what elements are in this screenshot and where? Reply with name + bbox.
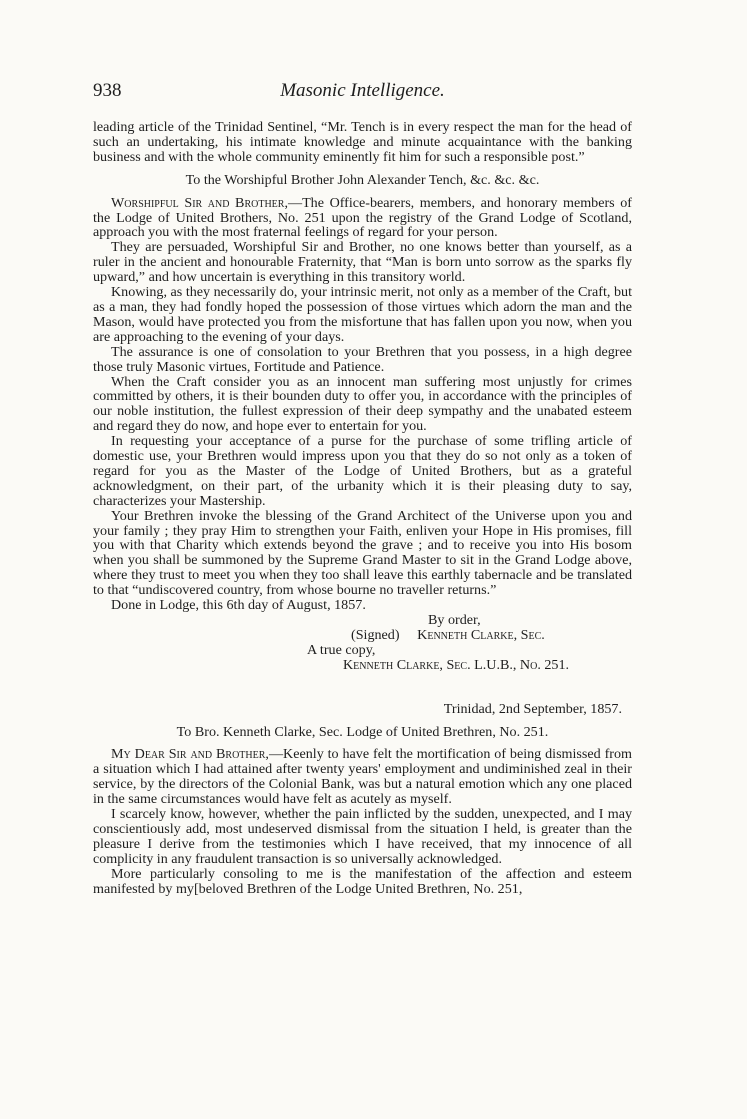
opening-paragraph: leading article of the Trinidad Sentinel, “Mr. Tench is in every respect the man for the head of such an undertaking, his intimate knowledge and minute acquaintance with the banking business and with the whole community eminently fit him for such a responsible post.” (93, 119, 632, 165)
paragraph: Your Brethren invoke the blessing of the Grand Architect of the Universe upon you and your family ; they pray Him to strengthen your Faith, enliven your Hope in His promises, fill you with that Charity which extends beyond the grave ; and to receive you into His bosom when you shall be summoned by the Supreme Grand Master to sit in the Grand Lodge above, where they trust to meet you when they too shall leave this earthly tabernacle and be translated to that “undiscovered country, from whose bourne no traveller returns.” (93, 507, 632, 599)
salutation: Worshipful Sir and Brother, (111, 194, 288, 211)
address-line-2: To Bro. Kenneth Clarke, Sec. Lodge of United Brethren, No. 251. (176, 723, 549, 740)
signed-label: (Signed) (351, 626, 400, 643)
article-body (93, 120, 632, 897)
address-line: To the Worshipful Brother John Alexander Tench, &c. &c. &c. (185, 171, 540, 188)
paragraph: My Dear Sir and Brother,—Keenly to have felt the mortification of being dismissed from a situation which I had attained after twenty years' employment and undiminished zeal in their service, by the directors of the Colonial Bank, was but a natural emotion which any one placed in the same circumstances would have felt as acutely as myself. (93, 746, 632, 808)
paragraph: More particularly consoling to me is the manifestation of the affection and esteem manifested by my[beloved Brethren of the Lodge United Brethren, No. 251, (93, 865, 632, 897)
letter-date: Trinidad, 2nd September, 1857. (443, 700, 622, 717)
running-title: Masonic Intelligence. (280, 80, 445, 101)
paragraph: When the Craft consider you as an innocent man suffering most unjustly for crimes committed by others, it is their bounden duty to offer you, in accordance with the principles of our noble institution, the fullest expression of their deep sympathy and the unabated esteem and regard they do now, and hope ever to entertain for you. (93, 373, 632, 435)
running-header (93, 80, 632, 108)
paragraph: In requesting your acceptance of a purse for the purchase of some trifling article of domestic use, your Brethren would impress upon you that they do so not only as a token of regard for you as the Master of the Lodge of United Brothers, but as a grateful acknowledgment, on their part, of the urbanity which it is their pleasing duty to say, characterizes your Mastership. (93, 433, 632, 509)
paragraph: Worshipful Sir and Brother,—The Office-bearers, members, and honorary members of the Lodge of United Brothers, No. 251 upon the registry of the Grand Lodge of Scotland, approach you with the most fraternal feelings of regard for your person. (93, 194, 632, 241)
done-line: Done in Lodge, this 6th day of August, 1857. (111, 597, 366, 614)
page-number: 938 (93, 80, 122, 101)
by-order: By order, (428, 612, 481, 628)
signature-line (93, 628, 632, 643)
true-copy: A true copy, (307, 641, 376, 658)
paragraph: They are persuaded, Worshipful Sir and Brother, no one knows better than yourself, as a ruler in the ancient and honourable Fraternity, that “Man is born unto sorrow as the sparks fly upward,” and how uncertain is everything in this transitory world. (93, 239, 632, 286)
copy-signer: Kenneth Clarke, Sec. L.U.B., No. 251. (343, 656, 570, 673)
paragraph: The assurance is one of consolation to your Brethren that you possess, in a high degree those truly Masonic virtues, Fortitude and Patience. (93, 343, 632, 375)
salutation-2: My Dear Sir and Brother, (111, 746, 269, 763)
paragraph: Knowing, as they necessarily do, your intrinsic merit, not only as a member of the Craft, but as a man, they had fondly hoped the possession of those virtues which adorn the man and the Mason, would have protected you from the misfortune that has fallen upon you now, when you are approaching to the evening of your days. (93, 284, 632, 345)
signer-name: Kenneth Clarke, Sec. (417, 626, 545, 643)
paragraph: I scarcely know, however, whether the pain inflicted by the sudden, unexpected, and I may conscientiously add, most undeserved dismissal from the situation I held, is greater than the pleasure I derive from the testimonies which I have received, that my innocence of all complicity in any fraudulent transaction is so universally acknowledged. (93, 806, 632, 867)
